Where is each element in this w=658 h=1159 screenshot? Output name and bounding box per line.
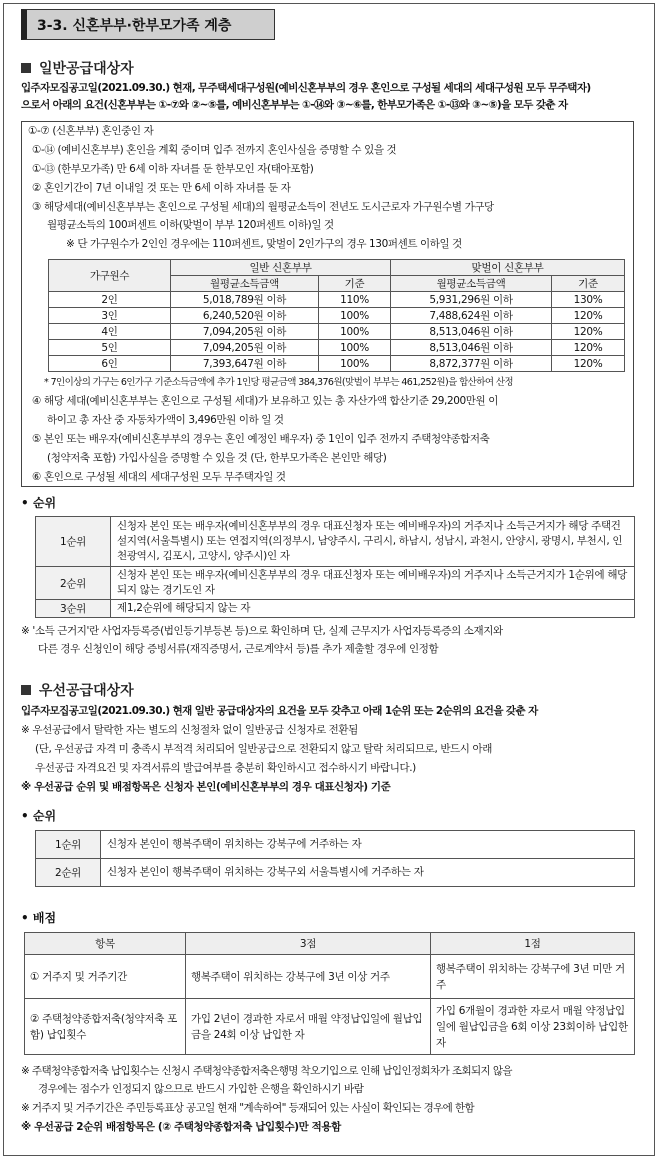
income-sub-standard: 기준: [319, 276, 391, 292]
score-table: [24, 932, 635, 1055]
general-amount: 6,240,520원 이하: [171, 308, 319, 324]
general-amount: 7,094,205원 이하: [171, 340, 319, 356]
dual-percent: 120%: [552, 356, 625, 372]
dual-percent: 120%: [552, 308, 625, 324]
general-amount: 7,094,205원 이하: [171, 324, 319, 340]
rank-text: 신청자 본인이 행복주택이 위치하는 강북구에 거주하는 자: [101, 831, 635, 859]
score-label: • 배점: [21, 911, 57, 925]
score-1pt: 가입 6개월이 경과한 자로서 매월 약정납입일에 월납입금을 6회 이상 23회이하 납입한 자: [431, 999, 635, 1055]
household-size: 3인: [49, 308, 171, 324]
general-heading: [21, 58, 134, 78]
section-title: 3-3. 신혼부부·한부모가족 계층: [21, 9, 275, 40]
income-col-household: 가구원수: [49, 260, 171, 292]
dual-amount: 5,931,296원 이하: [391, 292, 552, 308]
income-base-note-2: 다른 경우 신청인이 해당 증빙서류(재직증명서, 근로계약서 등)를 추가 제출할 경우에 인정함: [38, 643, 439, 655]
condition-assets-1: ④ 해당 세대(예비신혼부부는 혼인으로 구성될 세대)가 보유하고 있는 총 자산가액 합산기준 29,200만원 이: [32, 395, 498, 407]
score-3pt: 가입 2년이 경과한 자로서 매월 약정납입일에 월납입금을 24회 이상 납입한 자: [186, 999, 431, 1055]
priority-heading: [21, 680, 134, 700]
condition-homeless: ⑥ 혼인으로 구성될 세대의 세대구성원 모두 무주택자일 것: [32, 471, 286, 483]
priority-note-3: 우선공급 자격요건 및 자격서류의 발급여부를 충분히 확인하시고 접수하시기 바랍니다.): [35, 762, 416, 774]
condition-savings-2: (청약저축 포함) 가입사실을 증명할 수 있을 것 (단, 한부모가족은 본인만 해당): [47, 452, 387, 464]
general-percent: 100%: [319, 324, 391, 340]
condition-savings-1: ⑤ 본인 또는 배우자(예비신혼부부의 경우는 혼인 예정인 배우자) 중 1인이 입주 전까지 주택청약종합저축: [32, 433, 490, 445]
priority-heading-text: 우선공급대상자: [39, 683, 134, 699]
general-amount: 7,393,647원 이하: [171, 356, 319, 372]
dual-amount: 8,513,046원 이하: [391, 324, 552, 340]
condition-prospective: ①-⑭ (예비신혼부부) 혼인을 계획 중이며 입주 전까지 혼인사실을 증명할 수 있을 것: [32, 144, 397, 156]
rank-label: 2순위: [36, 859, 101, 887]
household-size: 5인: [49, 340, 171, 356]
rank-label: 1순위: [36, 517, 111, 567]
dual-amount: 7,488,624원 이하: [391, 308, 552, 324]
general-amount: 5,018,789원 이하: [171, 292, 319, 308]
general-percent: 100%: [319, 356, 391, 372]
condition-newlywed: ①-⑦ (신혼부부) 혼인중인 자: [28, 125, 154, 137]
priority-note-2: (단, 우선공급 자격 미 충족시 부적격 처리되어 일반공급으로 전환되지 않고 탈락 처리되므로, 반드시 아래: [35, 743, 492, 755]
rank-text: 제1,2순위에 해당되지 않는 자: [111, 600, 635, 618]
dual-percent: 120%: [552, 324, 625, 340]
score-col-3: 3점: [186, 933, 431, 955]
footnote-1: ※ 주택청약종합저축 납입횟수는 신청시 주택청약종합저축은행명 착오기입으로 인해 납입인정회차가 조회되지 않을: [21, 1065, 512, 1077]
score-col-item: 항목: [25, 933, 186, 955]
rank-text: 신청자 본인 또는 배우자(예비신혼부부의 경우 대표신청자 또는 예비배우자)의 거주지나 소득근거지가 해당 주택건설지역(서울특별시) 또는 연접지역(의정부시, 남양주시, 구리시, 하남시, 성남시, 과천시, 안양시, 광명시, 부천시, 인천광역시, 김포시, 고양시, 양주시)인 자: [111, 517, 635, 567]
condition-assets-2: 하이고 총 자산 중 자동차가액이 3,496만원 이하 일 것: [47, 414, 284, 426]
table-row: [25, 955, 635, 999]
priority-rank-table: [35, 830, 635, 887]
income-note: * 7인이상의 가구는 6인가구 기준소득금액에 추가 1인당 평균금액 384,376원(맞벌이 부부는 461,252원)을 합산하여 산정: [44, 377, 513, 388]
general-intro-1: 입주자모집공고일(2021.09.30.) 현재, 무주택세대구성원(예비신혼부부의 경우 혼인으로 구성될 세대의 세대구성원 모두 무주택자): [21, 82, 591, 94]
footnote-3: ※ 거주지 및 거주기간은 주민등록표상 공고일 현재 "계속하여" 등재되어 있는 사실이 확인되는 경우에 한함: [21, 1102, 475, 1114]
table-row: [36, 859, 635, 887]
condition-income-2: 월평균소득의 100퍼센트 이하(맞벌이 부부 120퍼센트 이하)일 것: [47, 219, 334, 231]
condition-income-1: ③ 해당세대(예비신혼부부는 혼인으로 구성될 세대)의 월평균소득이 전년도 도시근로자 가구원수별 가구당: [32, 201, 494, 213]
table-row: [49, 324, 625, 340]
score-item: ① 거주지 및 거주기간: [25, 955, 186, 999]
income-sub-standard: 기준: [552, 276, 625, 292]
household-size: 4인: [49, 324, 171, 340]
table-row: [36, 567, 635, 600]
table-row: [36, 831, 635, 859]
general-percent: 100%: [319, 340, 391, 356]
rank-text: 신청자 본인 또는 배우자(예비신혼부부의 경우 대표신청자 또는 예비배우자)의 거주지나 소득근거지가 1순위에 해당되지 않는 경기도인 자: [111, 567, 635, 600]
income-sub-amount: 월평균소득금액: [391, 276, 552, 292]
priority-rank-label: • 순위: [21, 809, 57, 823]
general-percent: 110%: [319, 292, 391, 308]
condition-income-3: ※ 단 가구원수가 2인인 경우에는 110퍼센트, 맞벌이 2인가구의 경우 130퍼센트 이하일 것: [66, 238, 462, 250]
rank-label: 1순위: [36, 831, 101, 859]
rank-label: 2순위: [36, 567, 111, 600]
income-sub-amount: 월평균소득금액: [171, 276, 319, 292]
household-size: 6인: [49, 356, 171, 372]
general-intro-2: 으로서 아래의 요건(신혼부부는 ①-⑦와 ②~⑤를, 예비신혼부부는 ①-⑭와 ③~⑥를, 한부모가족은 ①-⑬와 ③~⑤)을 모두 갖춘 자: [21, 99, 568, 111]
general-percent: 100%: [319, 308, 391, 324]
income-base-note-1: ※ '소득 근거지'란 사업자등록증(법인등기부등본 등)으로 확인하며 단, 실제 근무지가 사업자등록증의 소재지와: [21, 625, 503, 637]
general-heading-text: 일반공급대상자: [39, 61, 134, 77]
dual-percent: 120%: [552, 340, 625, 356]
priority-intro: 입주자모집공고일(2021.09.30.) 현재 일반 공급대상자의 요건을 모두 갖추고 아래 1순위 또는 2순위의 요건을 갖춘 자: [21, 705, 538, 717]
rank-label: 3순위: [36, 600, 111, 618]
household-size: 2인: [49, 292, 171, 308]
rank-text: 신청자 본인이 행복주택이 위치하는 강북구외 서울특별시에 거주하는 자: [101, 859, 635, 887]
footnote-4: ※ 우선공급 2순위 배점항목은 (② 주택청약종합저축 납입횟수)만 적용함: [21, 1121, 341, 1133]
general-rank-table: [35, 516, 635, 618]
table-row: [49, 356, 625, 372]
score-col-1: 1점: [431, 933, 635, 955]
footnote-2: 경우에는 점수가 인정되지 않으므로 반드시 가입한 은행을 확인하시기 바람: [38, 1083, 364, 1095]
score-item: ② 주택청약종합저축(청약저축 포함) 납입횟수: [25, 999, 186, 1055]
condition-marriage-period: ② 혼인기간이 7년 이내일 것 또는 만 6세 이하 자녀를 둔 자: [32, 182, 291, 194]
score-1pt: 행복주택이 위치하는 강북구에 3년 미만 거주: [431, 955, 635, 999]
income-col-dual: 맞벌이 신혼부부: [391, 260, 625, 276]
dual-amount: 8,513,046원 이하: [391, 340, 552, 356]
priority-note-4: ※ 우선공급 순위 및 배점항목은 신청자 본인(예비신혼부부의 경우 대표신청자) 기준: [21, 781, 391, 793]
priority-note-1: ※ 우선공급에서 탈락한 자는 별도의 신청절차 없이 일반공급 신청자로 전환됨: [21, 724, 358, 736]
table-row: [49, 340, 625, 356]
table-row: [25, 999, 635, 1055]
income-col-general: 일반 신혼부부: [171, 260, 391, 276]
dual-amount: 8,872,377원 이하: [391, 356, 552, 372]
condition-single-parent: ①-⑬ (한부모가족) 만 6세 이하 자녀를 둔 한부모인 자(태아포함): [32, 163, 314, 175]
dual-percent: 130%: [552, 292, 625, 308]
score-3pt: 행복주택이 위치하는 강북구에 3년 이상 거주: [186, 955, 431, 999]
general-rank-label: • 순위: [21, 496, 57, 510]
table-row: [49, 308, 625, 324]
square-bullet-icon: [21, 63, 31, 73]
table-row: [49, 292, 625, 308]
income-table: [48, 259, 625, 372]
square-bullet-icon: [21, 685, 31, 695]
table-row: [36, 600, 635, 618]
table-row: [36, 517, 635, 567]
